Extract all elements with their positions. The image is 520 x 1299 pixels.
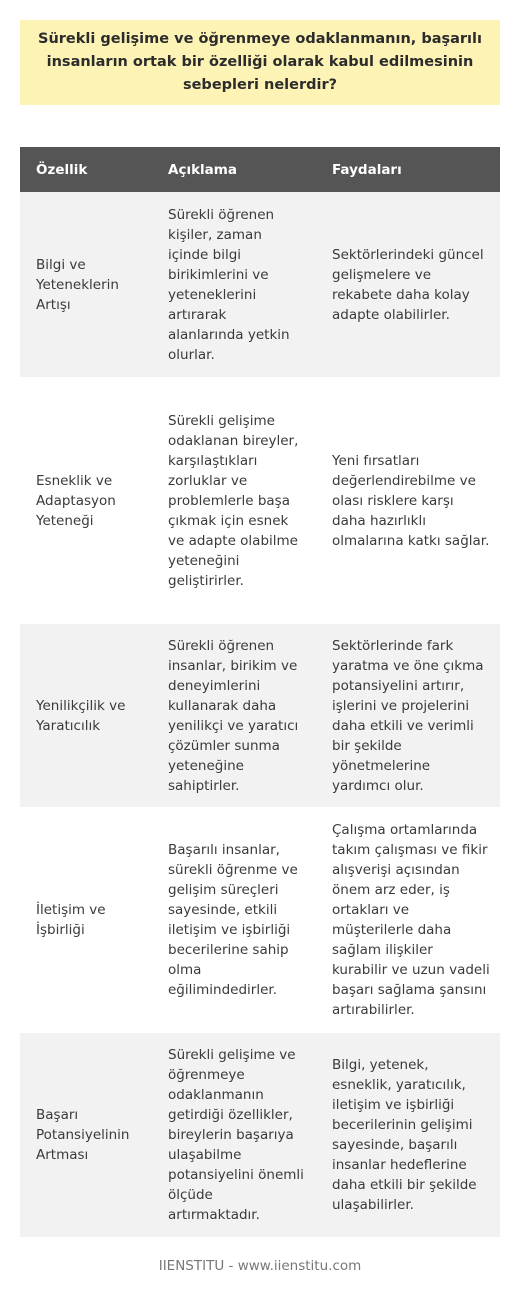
cell-description: Sürekli öğrenen insanlar, birikim ve deneyimlerini kullanarak daha yenilikçi ve yaratıcı çözümler sunma yeteneğine sahiptirler. (168, 637, 299, 794)
cell-benefits: Yeni fırsatları değerlendirebilme ve olası risklere karşı daha hazırlıklı olmalarına katkı sağlar. (332, 452, 490, 549)
table-row (20, 624, 500, 807)
cell-feature: Esneklik ve Adaptasyon Yeteneği (36, 472, 116, 529)
table-row (20, 379, 500, 622)
cell-description: Başarılı insanlar, sürekli öğrenme ve gelişim süreçleri sayesinde, etkili iletişim ve işbirliği becerilerine sahip olma eğilimindedirler. (168, 842, 298, 998)
site-footer: IIENSTITU - www.iienstitu.com (158, 1258, 362, 1274)
cell-feature: Başarı Potansiyelinin Artması (36, 1107, 130, 1163)
cell-description: Sürekli gelişime ve öğrenmeye odaklanmanın getirdiği özellikler, bireylerin başarıya ulaşabilme potansiyelini önemli ölçüde artırmaktadır. (168, 1047, 304, 1223)
cell-feature: Bilgi ve Yeteneklerin Artışı (36, 256, 119, 313)
cell-benefits: Sektörlerinde fark yaratma ve öne çıkma potansiyelini artırır, işlerini ve projelerini daha etkili ve verimli bir şekilde yönetmelerine yardımcı olur. (332, 637, 484, 794)
table-header (20, 147, 500, 192)
question-banner (20, 20, 500, 105)
header-benefits: Faydaları (332, 161, 402, 178)
header-feature: Özellik (36, 161, 88, 178)
cell-benefits: Bilgi, yetenek, esneklik, yaratıcılık, iletişim ve işbirliği becerilerinin gelişimi sayesinde, başarılı insanlar hedeflerine daha etkili bir şekilde ulaşabilirler. (332, 1057, 477, 1213)
cell-description: Sürekli gelişime odaklanan bireyler, karşılaştıkları zorluklar ve problemlerle başa çıkmak için esnek ve adapte olabilme yeteneğini geliştirirler. (168, 412, 299, 589)
header-description: Açıklama (168, 161, 237, 178)
cell-benefits: Çalışma ortamlarında takım çalışması ve fikir alışverişi açısından önem arz eder, iş ortakları ve müşterilerle daha sağlam ilişkiler kurabilir ve uzun vadeli başarı sağlama şansını artırabilirler. (332, 822, 490, 1018)
cell-benefits: Sektörlerindeki güncel gelişmelere ve rekabete daha kolay adapte olabilirler. (332, 246, 484, 323)
cell-description: Sürekli öğrenen kişiler, zaman içinde bilgi birikimlerini ve yeteneklerini artırarak alanlarında yetkin olurlar. (168, 206, 290, 363)
table-row (20, 809, 500, 1031)
table-row (20, 192, 500, 377)
cell-feature: Yenilikçilik ve Yaratıcılık (36, 697, 126, 734)
page-title: Sürekli gelişime ve öğrenmeye odaklanmanın, başarılı insanların ortak bir özelliği olarak kabul edilmesinin sebepleri nelerdir? (38, 31, 482, 93)
comparison-table (20, 147, 500, 1237)
cell-feature: İletişim ve İşbirliği (36, 902, 106, 938)
table-row (20, 1033, 500, 1237)
